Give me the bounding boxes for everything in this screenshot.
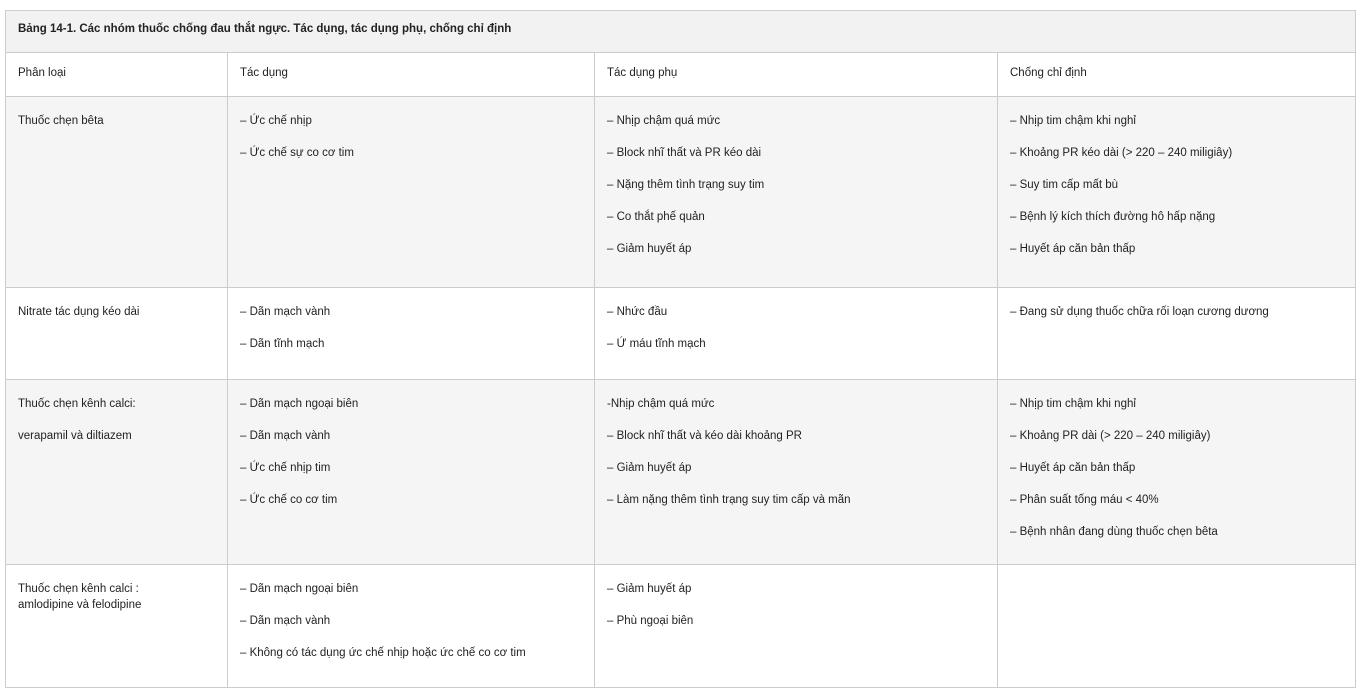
cell-line: -Nhịp chậm quá mức — [607, 398, 715, 410]
header-classification: Phân loại — [6, 53, 228, 97]
contraindications-cell — [998, 288, 1356, 380]
table-row — [6, 380, 1356, 565]
category-cell — [6, 565, 228, 688]
effects-cell — [228, 565, 595, 688]
drug-table-container — [5, 10, 1355, 688]
table-caption: Bảng 14-1. Các nhóm thuốc chống đau thắt ngực. Tác dụng, tác dụng phụ, chống chỉ định — [6, 11, 1356, 53]
effects-cell — [228, 288, 595, 380]
table-row — [6, 288, 1356, 380]
cell-line: – Dãn mạch ngoại biên — [240, 583, 359, 595]
cell-line: – Nhịp tim chậm khi nghỉ — [1010, 115, 1136, 127]
cell-line: – Nhịp tim chậm khi nghỉ — [1010, 398, 1136, 410]
category-cell — [6, 380, 228, 565]
cell-line: – Ức chế sự co cơ tim — [240, 147, 354, 159]
contraindications-cell — [998, 565, 1356, 688]
cell-line: – Làm nặng thêm tình trạng suy tim cấp và mãn — [607, 494, 851, 506]
contraindications-cell — [998, 380, 1356, 565]
antianginal-drug-table — [5, 10, 1356, 688]
cell-line: – Ức chế co cơ tim — [240, 494, 338, 506]
header-contraindications: Chống chỉ định — [998, 53, 1356, 97]
cell-line: – Phù ngoại biên — [607, 615, 694, 627]
cell-line: – Giảm huyết áp — [607, 243, 692, 255]
cell-line: – Giảm huyết áp — [607, 462, 692, 474]
cell-line: – Ức chế nhịp tim — [240, 462, 331, 474]
cell-line: – Khoảng PR kéo dài (> 220 – 240 miligiây) — [1010, 147, 1233, 159]
cell-line: – Huyết áp căn bản thấp — [1010, 462, 1136, 474]
cell-line: – Ức chế nhịp — [240, 115, 312, 127]
table-row — [6, 565, 1356, 688]
effects-cell — [228, 97, 595, 288]
cell-line: – Không có tác dụng ức chế nhịp hoặc ức chế co cơ tim — [240, 647, 526, 659]
cell-line: Thuốc chẹn kênh calci: — [18, 398, 136, 410]
cell-line: – Block nhĩ thất và PR kéo dài — [607, 147, 762, 159]
side-effects-cell — [595, 288, 998, 380]
cell-line: Thuốc chẹn kênh calci : — [18, 583, 139, 595]
cell-line: – Block nhĩ thất và kéo dài khoảng PR — [607, 430, 802, 442]
cell-line: – Dãn mạch ngoại biên — [240, 398, 359, 410]
header-side-effects: Tác dụng phụ — [595, 53, 998, 97]
contraindications-cell — [998, 97, 1356, 288]
cell-line: – Bệnh lý kích thích đường hô hấp nặng — [1010, 211, 1216, 223]
table-row — [6, 97, 1356, 288]
cell-line: – Ứ máu tĩnh mạch — [607, 338, 706, 350]
cell-line: – Phân suất tống máu < 40% — [1010, 494, 1159, 506]
header-effects: Tác dụng — [228, 53, 595, 97]
side-effects-cell — [595, 97, 998, 288]
cell-line: Thuốc chẹn bêta — [18, 115, 104, 127]
cell-line: – Suy tim cấp mất bù — [1010, 179, 1119, 191]
effects-cell — [228, 380, 595, 565]
cell-line: verapamil và diltiazem — [18, 430, 132, 442]
side-effects-cell — [595, 380, 998, 565]
cell-line: – Khoảng PR dài (> 220 – 240 miligiây) — [1010, 430, 1211, 442]
category-cell — [6, 288, 228, 380]
cell-line: – Bệnh nhân đang dùng thuốc chẹn bêta — [1010, 526, 1218, 538]
cell-line: – Nặng thêm tình trạng suy tim — [607, 179, 765, 191]
cell-line: – Dãn mạch vành — [240, 430, 331, 442]
cell-line: Nitrate tác dụng kéo dài — [18, 306, 140, 318]
cell-line: – Dãn mạch vành — [240, 615, 331, 627]
cell-line: – Giảm huyết áp — [607, 583, 692, 595]
cell-line: amlodipine và felodipine — [18, 599, 142, 611]
cell-line: – Đang sử dụng thuốc chữa rối loạn cương dương — [1010, 306, 1269, 318]
side-effects-cell — [595, 565, 998, 688]
category-cell — [6, 97, 228, 288]
table-caption-row — [6, 11, 1356, 53]
cell-line: – Nhức đầu — [607, 306, 668, 318]
cell-line: – Huyết áp căn bản thấp — [1010, 243, 1136, 255]
table-header-row — [6, 53, 1356, 97]
cell-line: – Dãn tĩnh mạch — [240, 338, 325, 350]
cell-line: – Nhịp chậm quá mức — [607, 115, 721, 127]
cell-line: – Co thắt phế quản — [607, 211, 705, 223]
cell-line: – Dãn mạch vành — [240, 306, 331, 318]
